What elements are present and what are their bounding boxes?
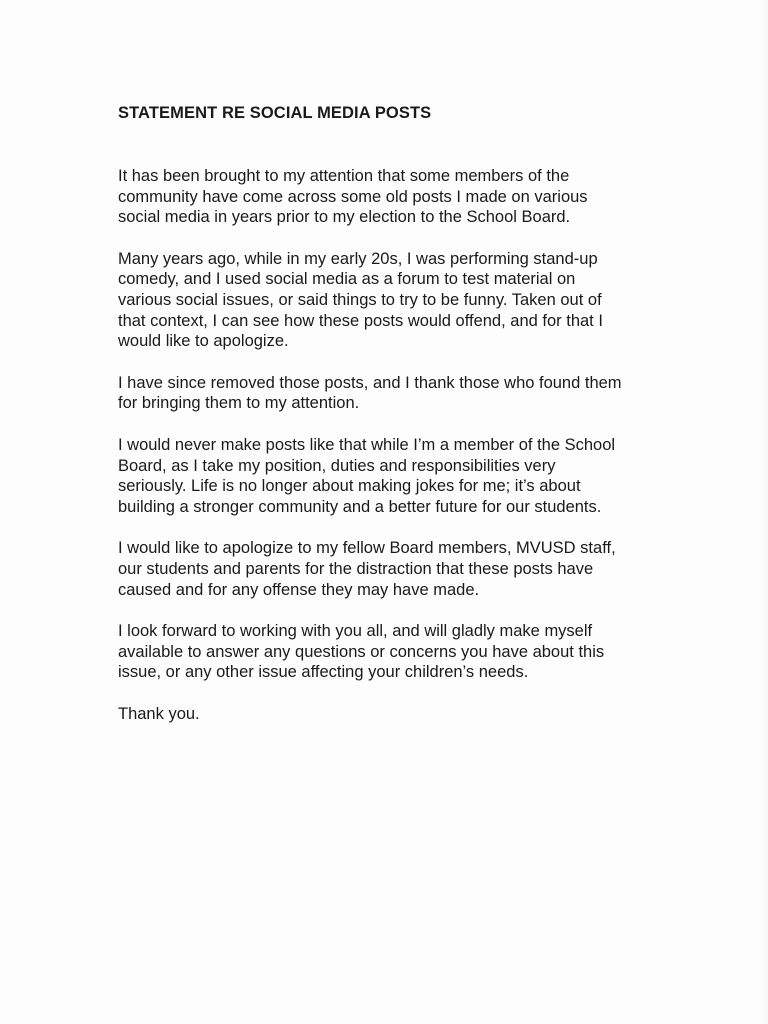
document-body (118, 166, 678, 745)
paragraph-line: I look forward to working with you all, and will gladly make myself (118, 622, 593, 641)
paragraph-line: our students and parents for the distraction that these posts have (118, 559, 594, 578)
paragraph-line: caused and for any offense they may have made. (118, 580, 480, 599)
paragraph-line: social media in years prior to my election to the School Board. (118, 208, 571, 227)
paragraph-line: comedy, and I used social media as a forum to test material on (118, 270, 576, 289)
paragraph-line: I would never make posts like that while I’m a member of the School (118, 435, 616, 454)
paragraph-line: available to answer any questions or concerns you have about this (118, 642, 605, 661)
paragraph-line: would like to apologize. (118, 332, 289, 351)
paragraph-4 (118, 435, 678, 517)
paragraph-line: I have since removed those posts, and I thank those who found them (118, 373, 622, 392)
paragraph-line: seriously. Life is no longer about making jokes for me; it’s about (118, 477, 581, 496)
page-edge (760, 0, 768, 1024)
paragraph-2 (118, 249, 678, 352)
paragraph-line: Many years ago, while in my early 20s, I was performing stand-up (118, 249, 598, 268)
paragraph-7 (118, 704, 678, 725)
paragraph-line: building a stronger community and a better future for our students. (118, 497, 602, 516)
paragraph-5 (118, 538, 678, 600)
paragraph-line: for bringing them to my attention. (118, 394, 360, 413)
paragraph-line: It has been brought to my attention that some members of the (118, 167, 570, 185)
paragraph-3 (118, 373, 678, 414)
paragraph-line: that context, I can see how these posts would offend, and for that I (118, 311, 603, 330)
paragraph-1 (118, 166, 678, 228)
paragraph-6 (118, 621, 678, 683)
paragraph-line: issue, or any other issue affecting your children’s needs. (118, 663, 529, 682)
closing-line: Thank you. (118, 704, 200, 723)
paragraph-line: community have come across some old posts I made on various (118, 187, 588, 206)
paragraph-line: I would like to apologize to my fellow Board members, MVUSD staff, (118, 539, 616, 558)
paragraph-line: various social issues, or said things to try to be funny. Taken out of (118, 290, 602, 309)
document-title: STATEMENT RE SOCIAL MEDIA POSTS (118, 104, 432, 122)
paragraph-line: Board, as I take my position, duties and responsibilities very (118, 456, 556, 475)
